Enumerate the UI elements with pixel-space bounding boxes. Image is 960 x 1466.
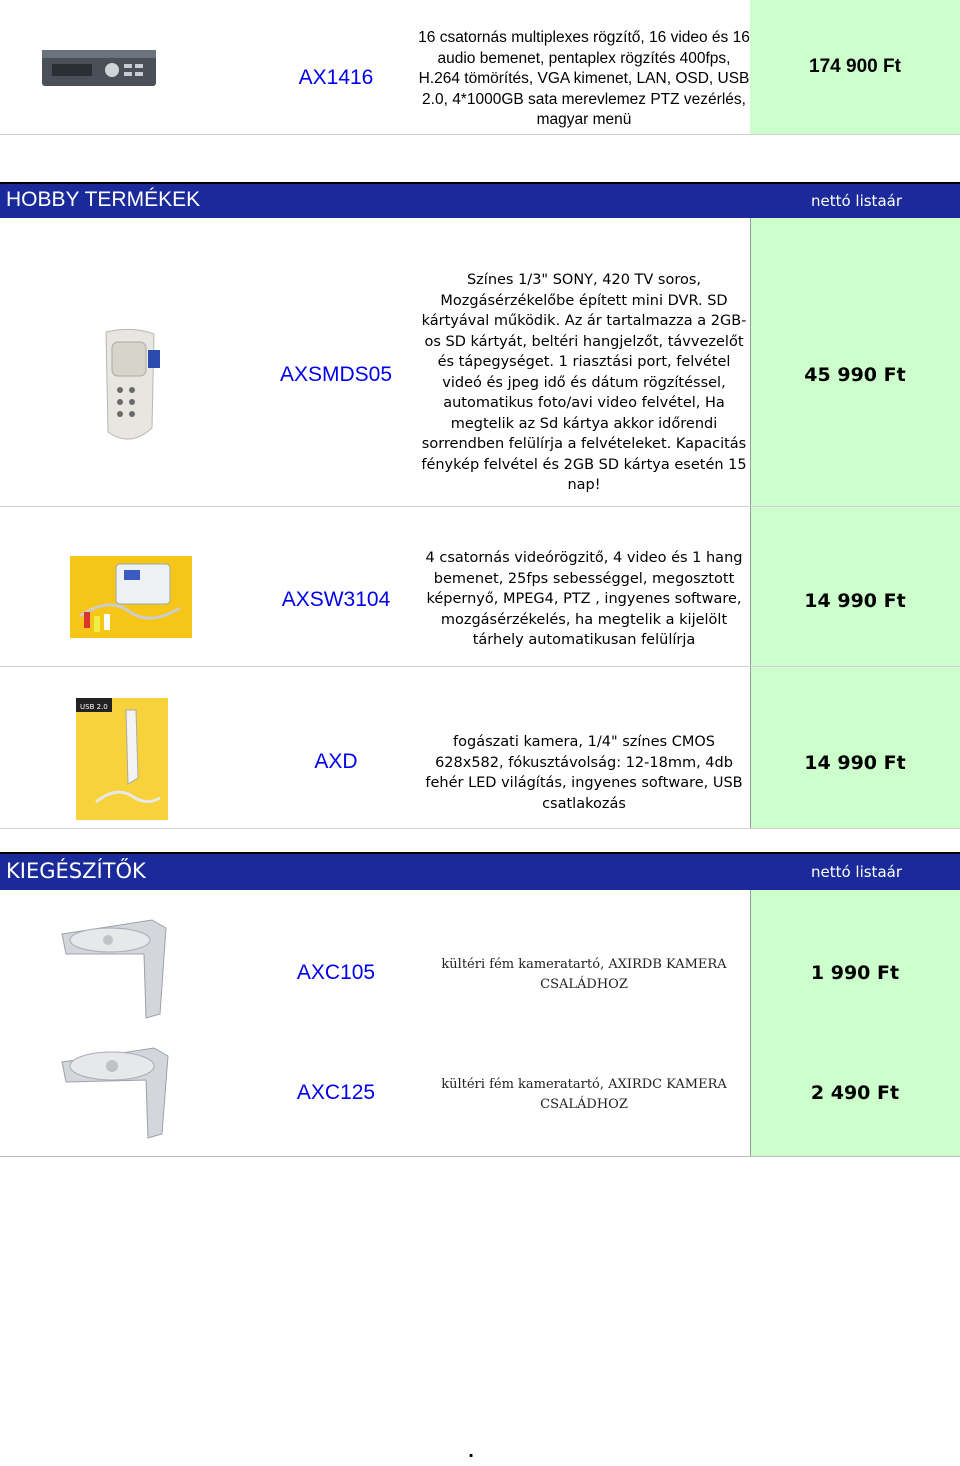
product-code: AX1416 (298, 66, 374, 89)
product-description: kültéri fém kameratartó, AXIRDB KAMERA CSALÁDHOZ (441, 957, 727, 992)
row-divider (0, 828, 960, 829)
price-column-bg (750, 218, 960, 828)
camera-bracket-image (56, 1040, 186, 1142)
price-cell (750, 958, 960, 988)
product-code: AXC105 (296, 961, 376, 984)
product-code: AXD (314, 750, 358, 773)
usb-dvr-image (70, 556, 192, 638)
section-header-accessories (0, 852, 960, 890)
image-label: USB 2.0 (80, 703, 108, 711)
product-description: 16 csatornás multiplexes rögzítő, 16 video és 16 audio bemenet, pentaplex rögzítés 400fps, H.264 tömörítés, VGA kimenet, LAN, OSD, USB 2.0, 4*1000GB sata merevlemez PTZ vezérlés, magyar menü (418, 29, 750, 128)
price-value: 1 990 Ft (810, 962, 900, 984)
product-code: AXC125 (296, 1081, 376, 1104)
product-code: AXSMDS05 (279, 363, 393, 386)
row-divider (0, 134, 960, 135)
column-border (750, 890, 751, 1156)
row-divider (0, 666, 960, 667)
price-column-header: nettó listaár (810, 863, 902, 881)
product-description: kültéri fém kameratartó, AXIRDC KAMERA CSALÁDHOZ (441, 1077, 727, 1112)
price-cell (750, 360, 960, 390)
price-cell (750, 748, 960, 778)
price-cell (750, 0, 960, 134)
dental-camera-image (76, 698, 168, 820)
price-value: 14 990 Ft (804, 752, 906, 774)
row-divider (0, 1156, 960, 1157)
price-cell (750, 586, 960, 616)
product-description: 4 csatornás videórögzitő, 4 video és 1 hang bemenet, 25fps sebességgel, megosztott képernyő, MPEG4, PTZ , ingyenes software, mozgásérzékelés, ha megtelik a kijelölt tárhely automatikusan felülírja (425, 550, 743, 648)
dvr-image (40, 44, 158, 90)
header-rule (0, 182, 960, 184)
product-code: AXSW3104 (281, 588, 391, 611)
price-column-header: nettó listaár (810, 192, 902, 210)
section-title: HOBBY TERMÉKEK (6, 188, 201, 211)
price-value: 2 490 Ft (810, 1082, 900, 1104)
row-divider (0, 506, 960, 507)
price-column-bg (750, 890, 960, 1156)
section-title: KIEGÉSZÍTŐK (6, 859, 146, 883)
footer-mark: . (468, 1442, 475, 1461)
price-cell (750, 1078, 960, 1108)
product-description: fogászati kamera, 1/4" színes CMOS 628x582, fókusztávolság: 12-18mm, 4db fehér LED világítás, ingyenes software, USB csatlakozás (425, 734, 743, 812)
header-rule (0, 852, 960, 854)
motion-sensor-dvr-image (96, 328, 168, 446)
price-value: 45 990 Ft (804, 364, 906, 386)
price-value: 174 900 Ft (809, 56, 901, 77)
product-description: Színes 1/3" SONY, 420 TV soros, Mozgásérzékelőbe épített mini DVR. SD kártyával működik. Az ár tartalmazza a 2GB-os SD kártyát, beltéri hangjelzőt, távvezelőt és tápegységet. 1 riasztási port, felvétel videó és jpeg idő és dátum rögzítéssel, automatikus foto/avi video felvétel, Ha megtelik az Sd kártya akkor időrendi sorrendben felülírja a felvételeket. Kapacitás fénykép felvétel és 2GB SD kártya esetén 15 nap! (421, 272, 747, 493)
camera-bracket-image (56, 914, 186, 1024)
section-header-hobby (0, 182, 960, 218)
price-value: 14 990 Ft (804, 590, 906, 612)
column-border (750, 218, 751, 828)
